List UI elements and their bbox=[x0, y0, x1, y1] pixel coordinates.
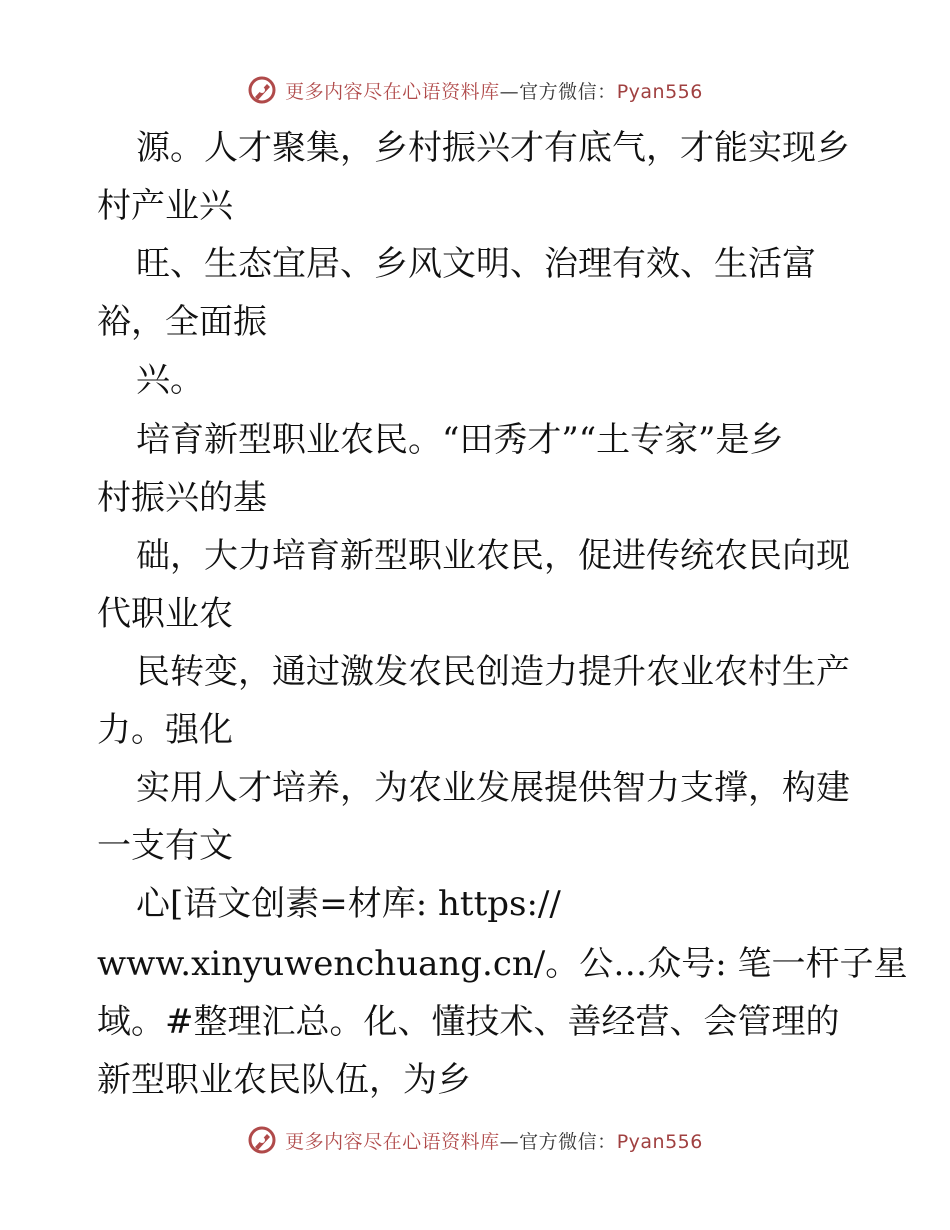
footer-banner bbox=[0, 1122, 950, 1158]
footer-account: Pyan556 bbox=[616, 1130, 703, 1153]
body-line: 础，大力培育新型职业农民，促进传统农民向现 bbox=[136, 536, 850, 576]
body-line: 新型职业农民队伍，为乡 bbox=[97, 1060, 471, 1100]
header-separator: — bbox=[499, 80, 520, 103]
body-line: 民转变，通过激发农民创造力提升农业农村生产 bbox=[136, 652, 850, 692]
body-line: 兴。 bbox=[136, 360, 204, 400]
header-banner-text bbox=[285, 77, 703, 104]
body-line: 力。强化 bbox=[97, 710, 233, 750]
body-line: 代职业农 bbox=[97, 594, 233, 634]
header-brand: 更多内容尽在心语资料库 bbox=[285, 80, 500, 103]
body-line: 源。人才聚集，乡村振兴才有底气，才能实现乡 bbox=[136, 128, 850, 168]
header-banner bbox=[0, 72, 950, 108]
header-wechat-label: 官方微信： bbox=[519, 80, 617, 103]
footer-separator: — bbox=[499, 1130, 520, 1153]
header-account: Pyan556 bbox=[616, 80, 703, 103]
body-line: 一支有文 bbox=[97, 826, 233, 866]
body-line: 心[语文创素=材库: https:// bbox=[136, 884, 561, 924]
footer-wechat-label: 官方微信： bbox=[519, 1130, 617, 1153]
body-line: 村振兴的基 bbox=[97, 478, 267, 518]
footer-banner-text bbox=[285, 1127, 703, 1154]
body-line: 村产业兴 bbox=[97, 186, 233, 226]
body-line: 实用人才培养，为农业发展提供智力支撑，构建 bbox=[136, 768, 850, 808]
body-line: 域。#整理汇总。化、懂技术、善经营、会管理的 bbox=[97, 1002, 840, 1042]
body-line: 旺、生态宜居、乡风文明、治理有效、生活富 bbox=[136, 244, 816, 284]
body-line: 培育新型职业农民。“田秀才”“土专家”是乡 bbox=[136, 420, 784, 460]
footer-brand: 更多内容尽在心语资料库 bbox=[285, 1130, 500, 1153]
body-line: www.xinyuwenchuang.cn/。公…众号: 笔一杆子星 bbox=[97, 944, 908, 984]
pen-logo-icon bbox=[247, 75, 277, 105]
body-line: 裕，全面振 bbox=[97, 302, 267, 342]
pen-logo-icon bbox=[247, 1125, 277, 1155]
